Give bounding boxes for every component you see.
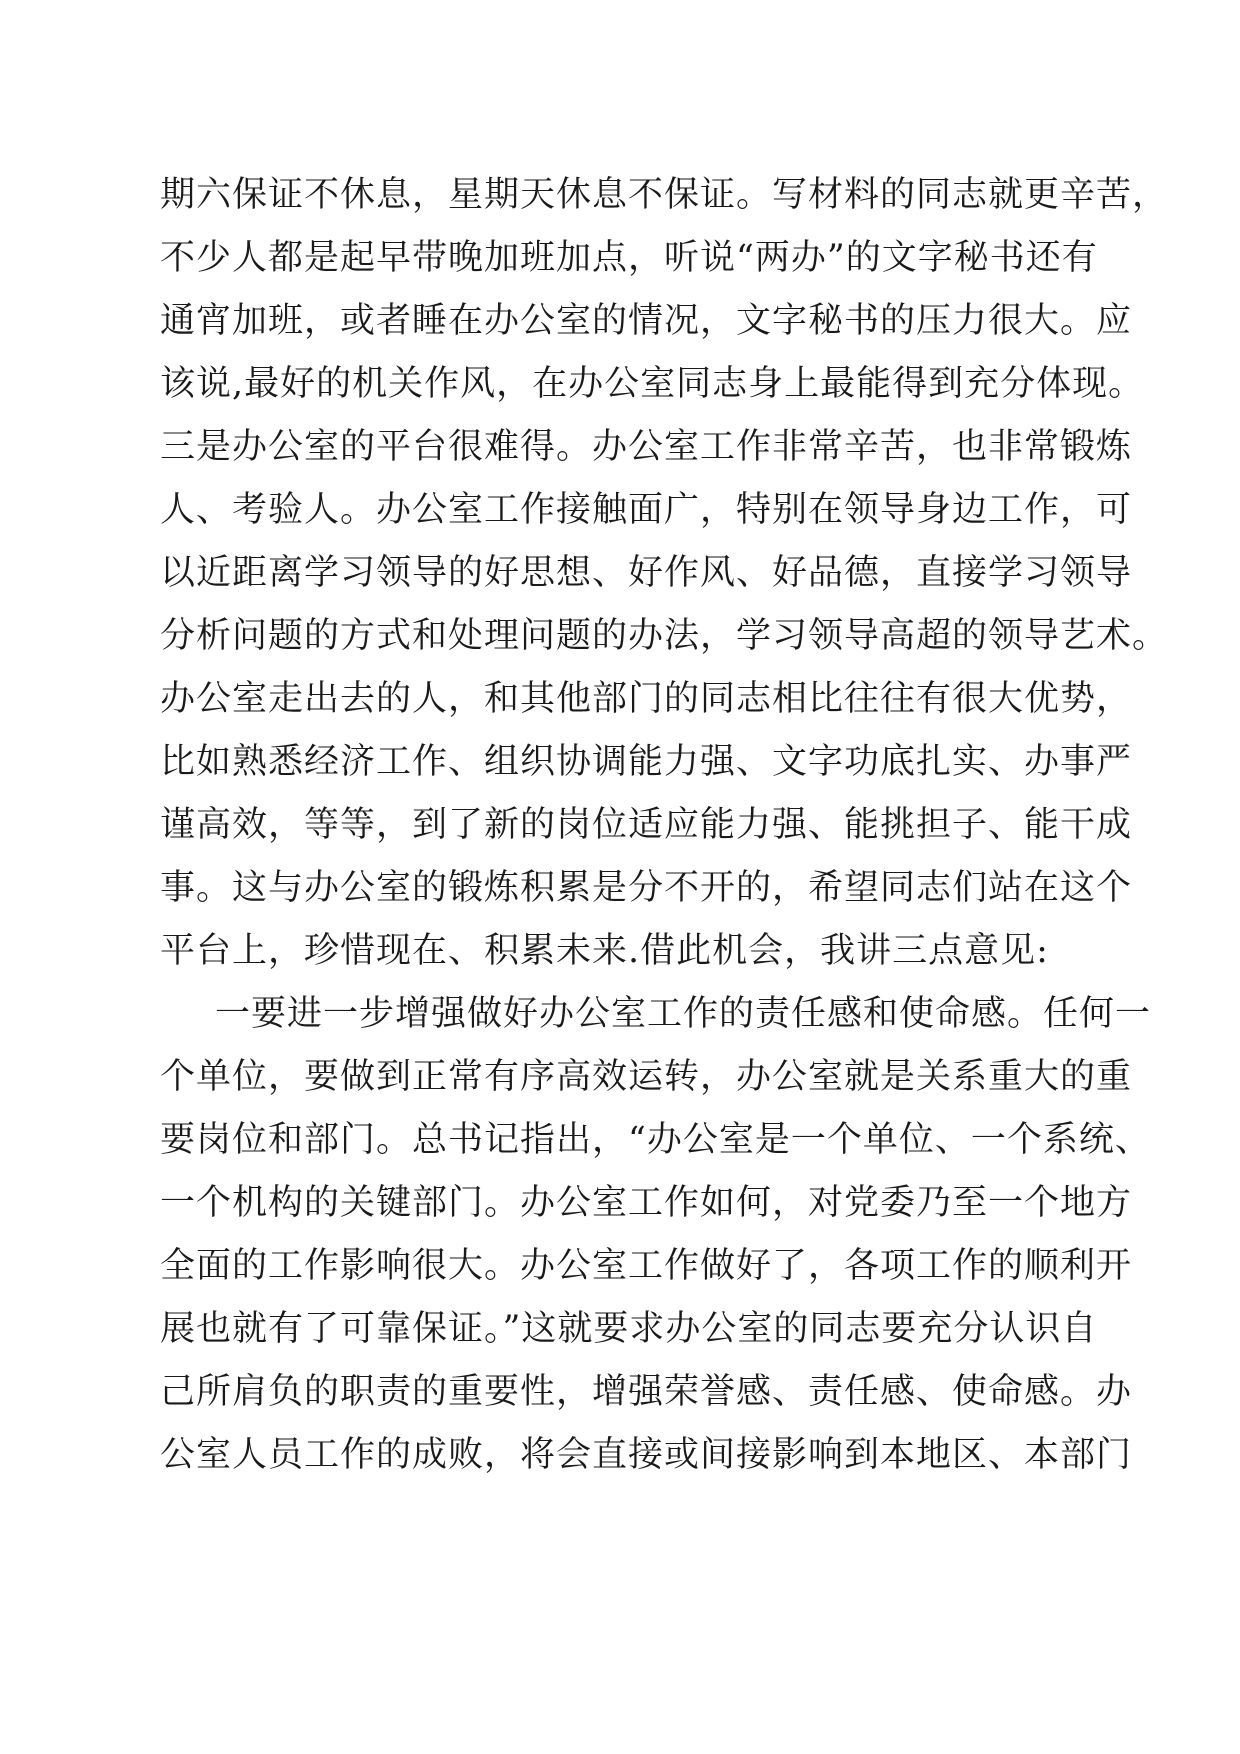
text-line: 谨高效，等等，到了新的岗位适应能力强、能挑担子、能干成 xyxy=(160,805,1133,845)
body-text xyxy=(160,164,1169,1487)
text-line: 该说,最好的机关作风，在办公室同志身上最能得到充分体现。 xyxy=(160,364,1145,404)
text-line: 办公室走出去的人，和其他部门的同志相比往往有很大优势， xyxy=(160,679,1133,719)
text-line: 分析问题的方式和处理问题的办法，学习领导高超的领导艺术。 xyxy=(160,616,1169,656)
text-line: 己所肩负的职责的重要性，增强荣誉感、责任感、使命感。办 xyxy=(160,1372,1133,1412)
text-line: 个单位，要做到正常有序高效运转，办公室就是关系重大的重 xyxy=(160,1057,1133,1097)
text-line: 一个机构的关键部门。办公室工作如何，对党委乃至一个地方 xyxy=(160,1183,1133,1223)
text-line: 期六保证不休息，星期天休息不保证。写材料的同志就更辛苦， xyxy=(160,175,1169,215)
text-line: 以近距离学习领导的好思想、好作风、好品德，直接学习领导 xyxy=(160,553,1133,593)
text-line: 人、考验人。办公室工作接触面广，特别在领导身边工作，可 xyxy=(160,490,1133,530)
text-line: 公室人员工作的成败，将会直接或间接影响到本地区、本部门 xyxy=(160,1435,1133,1475)
text-line: 通宵加班，或者睡在办公室的情况，文字秘书的压力很大。应 xyxy=(160,301,1133,341)
text-line: 三是办公室的平台很难得。办公室工作非常辛苦，也非常锻炼 xyxy=(160,427,1133,467)
text-line: 要岗位和部门。总书记指出，“办公室是一个单位、一个系统、 xyxy=(160,1120,1151,1160)
text-line: 比如熟悉经济工作、组织协调能力强、文字功底扎实、办事严 xyxy=(160,742,1133,782)
text-line: 不少人都是起早带晚加班加点，听说“两办”的文字秘书还有 xyxy=(160,238,1098,278)
paragraph-start-line: 一要进一步增强做好办公室工作的责任感和使命感。任何一 xyxy=(215,994,1152,1034)
text-line: 事。这与办公室的锻炼积累是分不开的，希望同志们站在这个 xyxy=(160,868,1133,908)
text-line: 平台上，珍惜现在、积累未来.借此机会，我讲三点意见: xyxy=(160,931,1049,971)
text-line: 展也就有了可靠保证。”这就要求办公室的同志要充分认识自 xyxy=(160,1309,1098,1349)
text-line: 全面的工作影响很大。办公室工作做好了，各项工作的顺利开 xyxy=(160,1246,1133,1286)
